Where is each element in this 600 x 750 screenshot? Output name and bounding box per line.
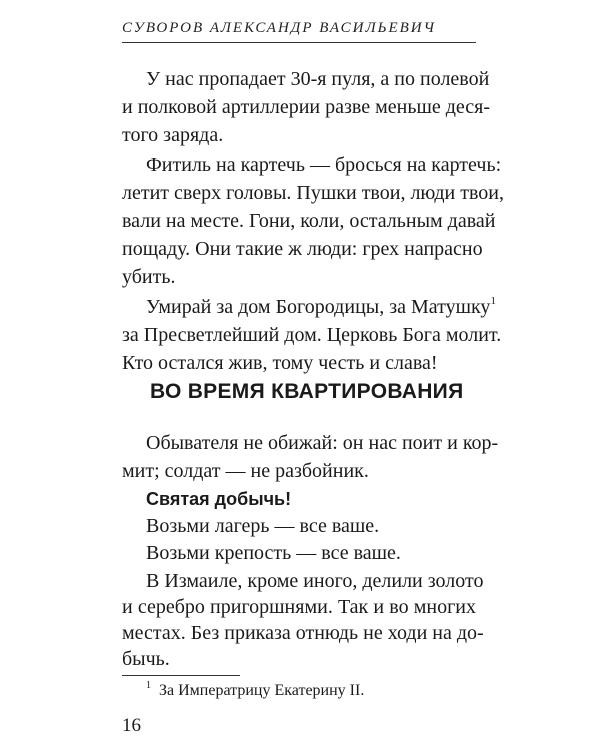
p7-line-3: местах. Без приказа отнюдь не ходи на до-	[122, 622, 484, 644]
p7-line-4: бычь.	[122, 648, 170, 670]
p1-line-3: того заряда.	[122, 124, 224, 146]
p3-line-2: за Пресветлейший дом. Церковь Бога молит.	[122, 324, 502, 346]
p6-line: Возьми крепость — все ваше.	[146, 542, 401, 564]
p1-line-2: и полковой артиллерии разве меньше деся-	[122, 96, 491, 118]
section-heading: ВО ВРЕМЯ КВАРТИРОВАНИЯ	[150, 380, 464, 403]
header-rule	[122, 42, 476, 43]
p4-line-1: Обывателя не обижай: он нас поит и кор-	[146, 432, 499, 454]
p2-line-1: Фитиль на картечь — бросься на картечь:	[146, 154, 502, 176]
p2-line-5: убить.	[122, 266, 176, 288]
p5-line: Возьми лагерь — все ваше.	[146, 515, 380, 537]
bold-exclamation: Святая добычь!	[146, 489, 292, 509]
footnote-marker: 1	[146, 680, 151, 691]
p2-line-2: летит сверх головы. Пушки твои, люди твои,	[122, 182, 504, 204]
p3-line-1	[146, 294, 496, 320]
p7-line-1: В Измаиле, кроме иного, делили золото	[146, 570, 484, 592]
footnote	[146, 680, 364, 702]
p1-line-1: У нас пропадает 30-я пуля, а по полевой	[146, 68, 490, 90]
footnote-rule	[122, 675, 240, 676]
p3-line-3: Кто остался жив, тому честь и слава!	[122, 352, 438, 374]
footnote-ref: 1	[490, 295, 496, 307]
p2-line-4: пощаду. Они такие ж люди: грех напрасно	[122, 238, 483, 260]
footnote-text: За Императрицу Екатерину II.	[159, 682, 365, 699]
page-number: 16	[122, 715, 141, 736]
p7-line-2: и серебро пригоршнями. Так и во многих	[122, 596, 476, 618]
running-head: СУВОРОВ АЛЕКСАНДР ВАСИЛЬЕВИЧ	[122, 20, 436, 36]
p4-line-2: мит; солдат — не разбойник.	[122, 460, 369, 482]
p3-line-1-text: Умирай за дом Богородицы, за Матушку	[146, 296, 491, 318]
p2-line-3: вали на месте. Гони, коли, остальным давай	[122, 210, 496, 232]
